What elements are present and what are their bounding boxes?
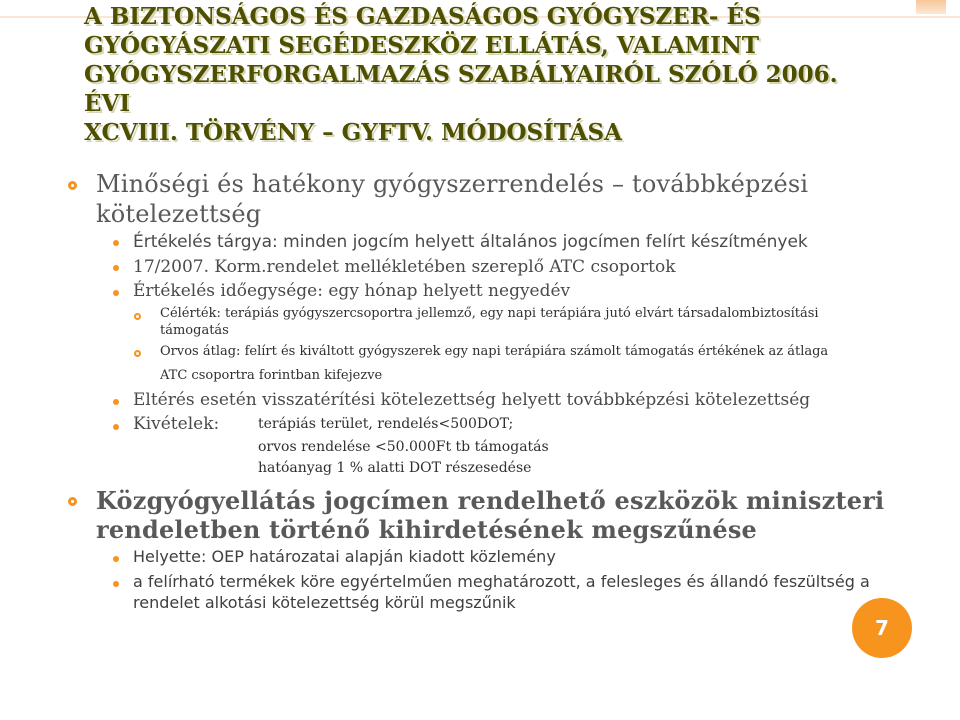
- ring-bullet-icon: [134, 350, 141, 357]
- section1-subitem-line: Célérték: terápiás gyógyszercsoportra jellemző, egy napi terápiára jutó elvárt társadalombiztosítási: [160, 306, 819, 321]
- exception-line: orvos rendelése <50.000Ft tb támogatás: [258, 439, 549, 455]
- ring-bullet-icon: [134, 313, 141, 320]
- ring-bullet-icon: [68, 497, 77, 506]
- section2-heading-line2: rendeletben történő kihirdetésének megszűnése: [96, 515, 758, 544]
- section2-item: Helyette: OEP határozatai alapján kiadott közlemény: [133, 547, 556, 566]
- section1-heading-line2: kötelezettség: [96, 200, 262, 228]
- section1-subitem-line: ATC csoportra forintban kifejezve: [160, 368, 383, 383]
- corner-accent: [916, 0, 946, 14]
- section1-subitem-line: támogatás: [160, 323, 229, 338]
- section2-item: a felírható termékek köre egyértelműen meghatározott, a felesleges és állandó feszültség a: [133, 572, 870, 591]
- section1-item: 17/2007. Korm.rendelet mellékletében szereplő ATC csoportok: [133, 257, 676, 277]
- exceptions-label: Kivételek:: [133, 414, 220, 434]
- title-line: GYÓGYÁSZATI SEGÉDESZKÖZ ELLÁTÁS, VALAMINT: [84, 32, 760, 59]
- title-line: A BIZTONSÁGOS ÉS GAZDASÁGOS GYÓGYSZER- ÉS: [84, 3, 761, 30]
- dot-bullet-icon: [113, 290, 119, 296]
- dot-bullet-icon: [113, 556, 119, 562]
- page-number-badge: 7: [852, 598, 912, 658]
- dot-bullet-icon: [113, 424, 119, 430]
- ring-bullet-icon: [68, 181, 77, 190]
- title-line: GYÓGYSZERFORGALMAZÁS SZABÁLYAIRÓL SZÓLÓ 2006. ÉVI: [84, 61, 838, 117]
- slide-title: [84, 2, 874, 147]
- exception-line: terápiás terület, rendelés<500DOT;: [258, 416, 514, 432]
- title-line: XCVIII. TÖRVÉNY – GYFTV. MÓDOSÍTÁSA: [84, 119, 623, 146]
- section1-item: Értékelés tárgya: minden jogcím helyett általános jogcímen felírt készítmények: [133, 232, 808, 252]
- dot-bullet-icon: [113, 265, 119, 271]
- section1-heading-line1: Minőségi és hatékony gyógyszerrendelés – továbbképzési: [96, 170, 809, 198]
- dot-bullet-icon: [113, 581, 119, 587]
- dot-bullet-icon: [113, 240, 119, 246]
- section2-heading-line1: Közgyógyellátás jogcímen rendelhető eszközök miniszteri: [96, 486, 885, 515]
- section1-item: Eltérés esetén visszatérítési kötelezettség helyett továbbképzési kötelezettség: [133, 390, 811, 410]
- section1-item: Értékelés időegysége: egy hónap helyett negyedév: [133, 281, 571, 301]
- dot-bullet-icon: [113, 399, 119, 405]
- exception-line: hatóanyag 1 % alatti DOT részesedése: [258, 460, 532, 476]
- section2-item-continuation: rendelet alkotási kötelezettség körül megszűnik: [133, 593, 516, 612]
- section1-subitem-line: Orvos átlag: felírt és kiváltott gyógyszerek egy napi terápiára számolt támogatás értékének az átlaga: [160, 344, 829, 359]
